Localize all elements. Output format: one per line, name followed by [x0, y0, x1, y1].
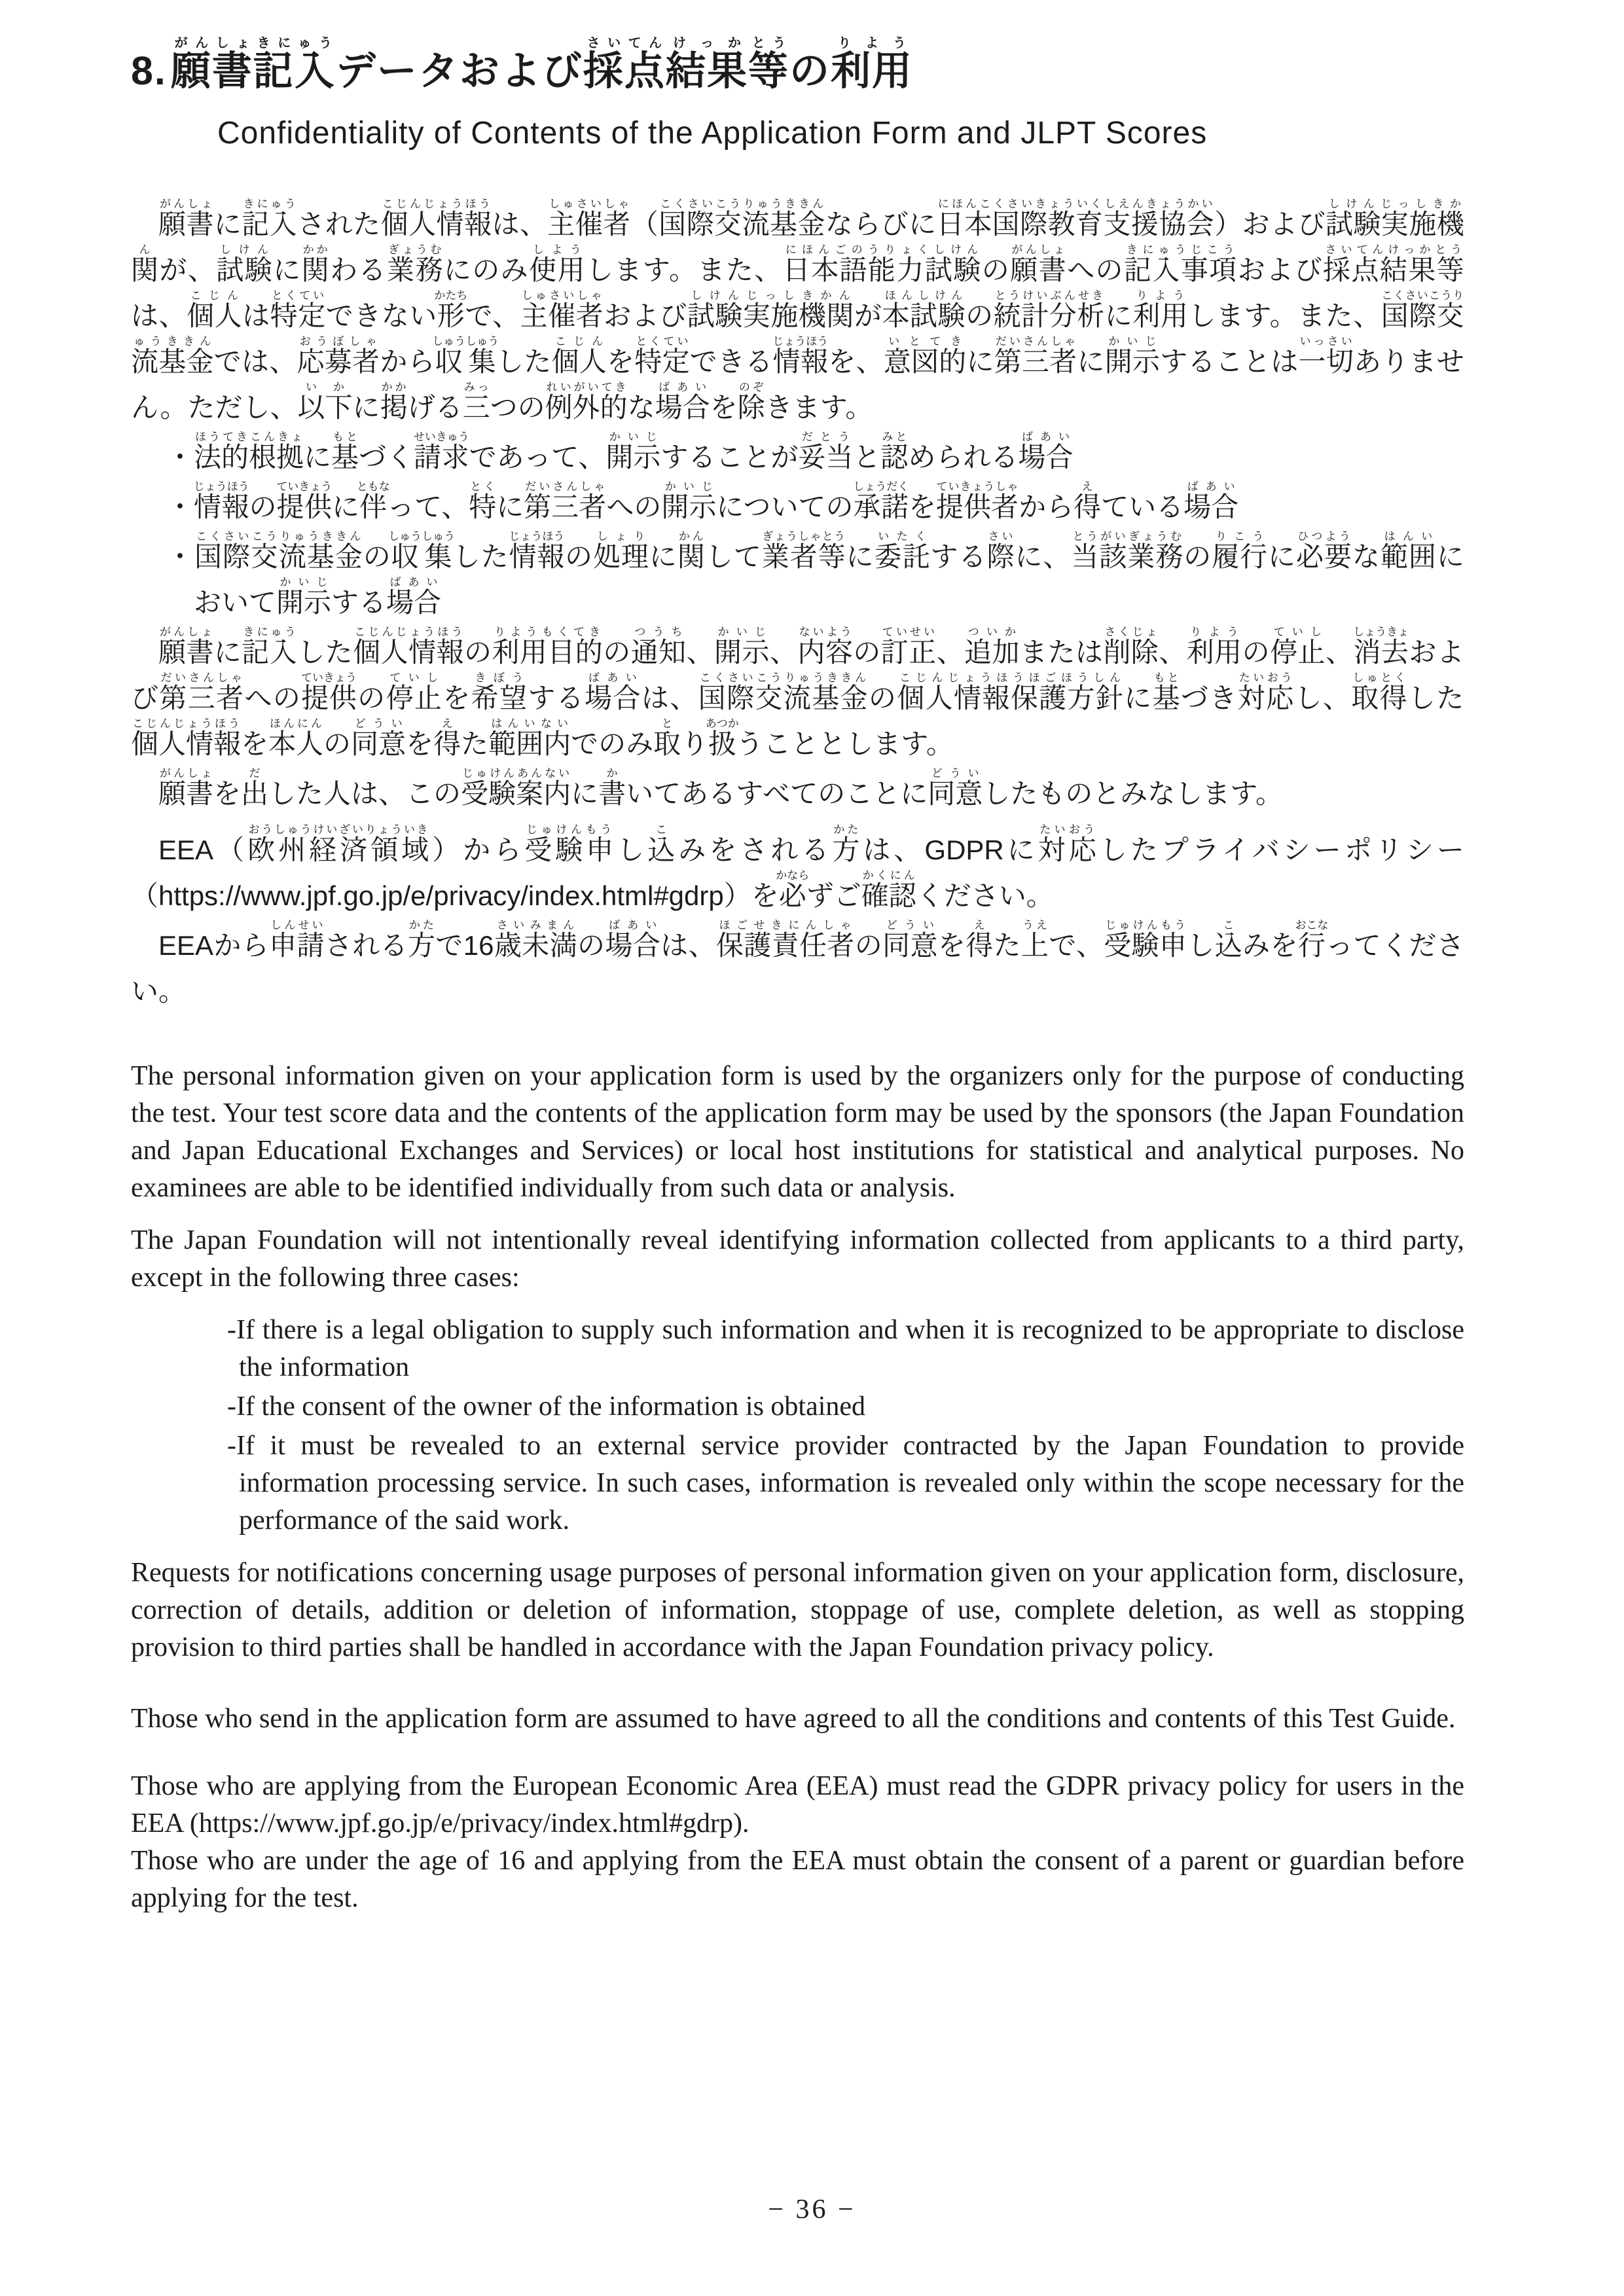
- jp-exception-item-consent: ・情報じょうほうの提供ていきょうに伴ともなって、特とくに第三者だいさんしゃへの開示かいじについての承諾しょうだくを提供者ていきょうしゃから得えている場合ばあい: [166, 480, 1239, 522]
- en-case-item-contractor: -If it must be revealed to an external service provider contracted by the Japan Foundation to provide information processing service. In such cases, information is revealed only within the scope necessary for the performance of the said work.: [227, 1431, 1464, 1535]
- en-paragraph-jf-intro: The Japan Foundation will not intentionally reveal identifying information collected from applicants to a third party, except in the following three cases:: [131, 1225, 1464, 1293]
- page-number: − 36 −: [768, 2195, 856, 2225]
- jp-exception-list: [131, 431, 1464, 626]
- en-case-list: [131, 1312, 1464, 1539]
- jp-exception-item-legal: ・法的根拠ほうてきこんきょに基もとづく請求せいきゅうであって、開示かいじすることが妥当だとうと認みとめられる場合ばあい: [166, 431, 1074, 473]
- section-title-japanese: 願書がんしょ記入きにゅうデータおよび採点さいてん結果けっか等とうの利用りよう: [170, 36, 913, 93]
- jp-exception-item-contractor: ・国際交流基金こくさいこうりゅうききんの収集しゅうしゅうした情報じょうほうの処理しょりに関かんして業者等ぎょうしゃとうに委託いたくする際さいに、当該業務とうがいぎょうむの履行りこうに必要ひつような範囲はんいにおいて開示かいじする場合ばあい: [166, 530, 1464, 618]
- page-header: [131, 0, 1464, 153]
- jp-paragraph-eea-minor: EEAから申請しんせいされる方かたで16歳未満さいみまんの場合ばあいは、保護責任者ほごせきにんしゃの同意どういを得えた上うえで、受験申じゅけんもうし込こみを行おこなってください。: [131, 919, 1464, 1007]
- en-paragraph-eea-minor: Those who are under the age of 16 and applying from the EEA must obtain the consent of a parent or guardian before applying for the test.: [131, 1846, 1464, 1913]
- japanese-section: [131, 198, 1464, 1014]
- jp-paragraph-personal-info: 願書がんしょに記入きにゅうされた個人情報こじんじょうほうは、主催者しゅさいしゃ（国際交流基金こくさいこうりゅうききんならびに日本国際教育支援協会にほんこくさいきょういくしえんきょうかい）および試験実施機関しけんじっしきかんが、試験しけんに関かかわる業務ぎょうむにのみ使用しようします。また、日本語能力試験にほんごのうりょくしけんの願書がんしょへの記入事項きにゅうじこうおよび採点結果等さいてんけっかとうは、個人こじんは特定とくていできない形かたちで、主催者しゅさいしゃおよび試験実施機関しけんじっしきかんが本試験ほんしけんの統計分析とうけいぶんせきに利用りようします。また、国際交流基金こくさいこうりゅうききんでは、応募者おうぼしゃから収集しゅうしゅうした個人こじんを特定とくていできる情報じょうほうを、意図的いとてきに第三者だいさんしゃに開示かいじすることは一切いっさいありません。ただし、以下いかに掲かかげる三みっつの例外的れいがいてきな場合ばあいを除のぞきます。: [131, 198, 1464, 423]
- section-number: 8.: [131, 48, 167, 93]
- page-title: [131, 0, 1464, 107]
- english-section: [131, 1058, 1464, 1917]
- section-title-english: Confidentiality of Contents of the Application Form and JLPT Scores: [217, 116, 1208, 151]
- jp-paragraph-eea-gdpr: EEA（欧州経済領域おうしゅうけいざいりょういき）から受験申じゅけんもうし込こみをされる方かたは、GDPRに対応たいおうしたプライバシーポリシー（https://www.jpf.go.jp/e/privacy/index.html#gdrp）を必かならずご確認かくにんください。: [131, 823, 1464, 911]
- en-paragraph-agreement: Those who send in the application form are assumed to have agreed to all the conditions and contents of this Test Guide.: [131, 1704, 1456, 1734]
- en-paragraph-personal-info: The personal information given on your application form is used by the organizers only for the purpose of conducting the test. Your test score data and the contents of the application form may be used by the sponsors (the Japan Foundation and Japan Educational Exchanges and Services) or local host institutions for statistical and analytical purposes. No examinees are able to be identified individually from such data or analysis.: [131, 1061, 1464, 1203]
- jp-paragraph-rights: 願書がんしょに記入きにゅうした個人情報こじんじょうほうの利用目的りようもくてきの通知つうち、開示かいじ、内容ないようの訂正ていせい、追加ついかまたは削除さくじょ、利用りようの停止ていし、消去しょうきょおよび第三者だいさんしゃへの提供ていきょうの停止ていしを希望きぼうする場合ばあいは、国際交流基金こくさいこうりゅうききんの個人情報保護方針こじんじょうほうほごほうしんに基もとづき対応たいおうし、取得しゅとくした個人情報こじんじょうほうを本人ほんにんの同意どういを得えた範囲内はんいないでのみ取とり扱あつかうこととします。: [131, 626, 1464, 759]
- jp-paragraph-agreement: 願書がんしょを出だした人は、この受験案内じゅけんあんないに書かいてあるすべてのことに同意どういしたものとみなします。: [158, 767, 1283, 809]
- en-case-item-consent: -If the consent of the owner of the information is obtained: [227, 1391, 866, 1422]
- en-case-item-legal: -If there is a legal obligation to supply such information and when it is recognized to be appropriate to disclose the information: [227, 1315, 1464, 1382]
- en-paragraph-requests: Requests for notifications concerning usage purposes of personal information given on your application form, disclosure, correction of details, addition or deletion of information, stoppage of use, complete deletion, as well as stopping provision to third parties shall be handled in accordance with the Japan Foundation privacy policy.: [131, 1558, 1464, 1662]
- en-paragraph-eea-gdpr: Those who are applying from the European Economic Area (EEA) must read the GDPR privacy policy for users in the EEA (https://www.jpf.go.jp/e/privacy/index.html#gdrp).: [131, 1771, 1464, 1839]
